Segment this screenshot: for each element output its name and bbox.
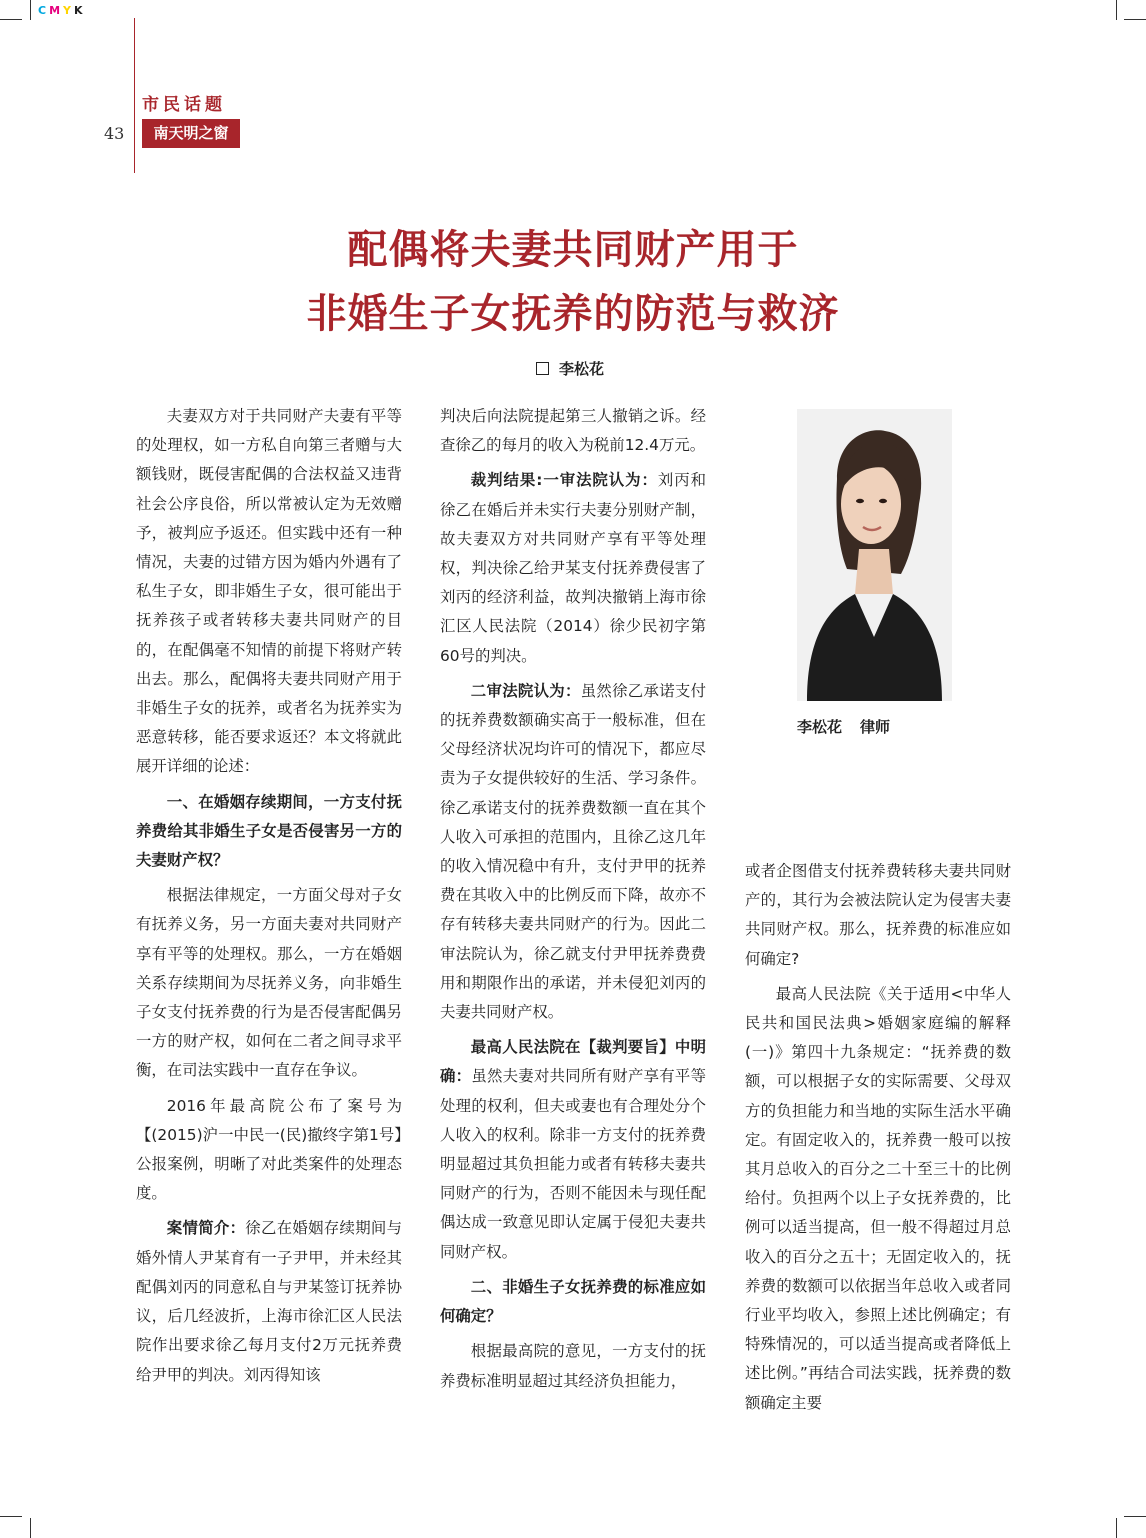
paragraph: 根据法律规定，一方面父母对子女有抚养义务，另一方面夫妻对共同财产享有平等的处理权。那么，一方在婚姻关系存续期间为尽抚养义务，向非婚生子女支付抚养费的行为是否侵害配偶另一方的财产权，如何在二者之间寻求平衡，在司法实践中一直存在争议。	[136, 886, 402, 1080]
crop-mark	[30, 0, 31, 20]
cmyk-color-marks	[38, 4, 86, 17]
paragraph-text: 徐乙在婚姻存续期间与婚外情人尹某育有一子尹甲，并未经其配偶刘丙的同意私自与尹某签订抚养协议，后几经波折，上海市徐汇区人民法院作出要求徐乙每月支付2万元抚养费给尹甲的判决。刘丙得知该	[136, 1219, 402, 1384]
photo-caption	[797, 716, 908, 737]
column-tag: 南天明之窗	[142, 119, 240, 148]
article-title-line-1: 配偶将夫妻共同财产用于	[347, 227, 799, 273]
cmyk-c: C	[38, 4, 50, 17]
paragraph: 或者企图借支付抚养费转移夫妻共同财产的，其行为会被法院认定为侵害夫妻共同财产权。那么，抚养费的标准应如何确定?	[745, 862, 1011, 968]
paragraph-text: 虽然徐乙承诺支付的抚养费数额确实高于一般标准，但在父母经济状况均许可的情况下，都应尽责为子女提供较好的生活、学习条件。徐乙承诺支付的抚养费数额一直在其个人收入可承担的范围内，且徐乙这几年的收入情况稳中有升，支付尹甲的抚养费在其收入中的比例反而下降，故亦不存有转移夫妻共同财产的行为。因此二审法院认为，徐乙就支付尹甲抚养费费用和期限作出的承诺，并未侵犯刘丙的夫妻共同财产权。	[440, 681, 706, 1022]
page-number: 43	[104, 124, 125, 143]
paragraph: 夫妻双方对于共同财产夫妻有平等的处理权，如一方私自向第三者赠与大额钱财，既侵害配偶的合法权益又违背社会公序良俗，所以常被认定为无效赠予，被判应予返还。但实践中还有一种情况，夫妻的过错方因为婚内外遇有了私生子女，即非婚生子女，很可能出于抚养孩子或者转移夫妻共同财产的目的，在配偶毫不知情的前提下将财产转出去。那么，配偶将夫妻共同财产用于非婚生子女的抚养，或者名为抚养实为恶意转移，能否要求返还？本文将就此展开详细的论述：	[136, 407, 402, 776]
crop-mark	[0, 19, 22, 20]
paragraph: 2016年最高院公布了案号为【(2015)沪一中民一(民)撤终字第1号】公报案例，明晰了对此类案件的处理态度。	[136, 1096, 402, 1203]
section-heading-2: 二、非婚生子女抚养费的标准应如何确定？	[440, 1277, 706, 1326]
section-title: 市民话题	[142, 95, 226, 115]
caption-role: 律师	[860, 718, 891, 736]
author-name: 李松花	[559, 360, 605, 378]
cmyk-m: M	[49, 4, 64, 17]
byline	[536, 358, 604, 379]
crop-mark	[30, 1518, 31, 1538]
paragraph: 判决后向法院提起第三人撤销之诉。经查徐乙的每月的收入为税前12.4万元。	[440, 407, 706, 455]
crop-mark	[1124, 1516, 1146, 1517]
paragraph	[440, 1033, 706, 1267]
text-column-1	[136, 402, 402, 1396]
paragraph	[440, 677, 706, 1027]
lead-label: 二审法院认为：	[470, 681, 581, 700]
crop-mark	[1116, 0, 1117, 20]
portrait-illustration	[797, 409, 952, 701]
paragraph-text: 虽然夫妻对共同所有财产享有平等处理的权利，但夫或妻也有合理处分个人收入的权利。除非一方支付的抚养费明显超过其负担能力或者有转移夫妻共同财产的行为，否则不能因未与现任配偶达成一致意见即认定属于侵犯夫妻共同财产权。	[440, 1067, 706, 1261]
crop-mark	[1116, 1518, 1117, 1538]
section-heading-1: 一、在婚姻存续期间，一方支付抚养费给其非婚生子女是否侵害另一方的夫妻财产权？	[136, 792, 402, 870]
square-bullet-icon	[536, 362, 549, 375]
caption-name: 李松花	[797, 718, 843, 736]
article-title-line-2: 非婚生子女抚养的防范与救济	[306, 291, 840, 337]
paragraph	[136, 1214, 402, 1389]
lead-label: 裁判结果:一审法院认为：	[470, 471, 658, 490]
header-rule	[134, 18, 135, 173]
paragraph	[440, 466, 706, 670]
paragraph: 最高人民法院《关于适用<中华人民共和国民法典>婚姻家庭编的解释(一)》第四十九条规定：“抚养费的数额，可以根据子女的实际需要、父母双方的负担能力和当地的实际生活水平确定。有固定收入的，抚养费一般可以按其月总收入的百分之二十至三十的比例给付。负担两个以上子女抚养费的，比例可以适当提高，但一般不得超过月总收入的百分之五十；无固定收入的，抚养费的数额可以依据当年总收入或者同行业平均收入，参照上述比例确定；有特殊情况的，可以适当提高或者降低上述比例。”再结合司法实践，抚养费的数额确定主要	[745, 984, 1011, 1412]
paragraph-text: 刘丙和徐乙在婚后并未实行夫妻分别财产制，故夫妻双方对共同财产享有平等处理权，判决徐乙给尹某支付抚养费侵害了刘丙的经济利益，故判决撤销上海市徐汇区人民法院（2014）徐少民初字第60号的判决。	[440, 471, 706, 665]
text-column-2	[440, 402, 706, 1402]
lead-label: 最高人民法院在【裁判要旨】中明确：	[440, 1038, 706, 1086]
cmyk-k: K	[74, 4, 86, 17]
lead-label: 案情简介：	[166, 1219, 246, 1238]
text-column-3	[745, 857, 1011, 1424]
cmyk-y: Y	[63, 4, 74, 17]
crop-mark	[0, 1516, 22, 1517]
crop-mark	[1124, 19, 1146, 20]
author-photo	[797, 409, 952, 701]
paragraph: 根据最高院的意见，一方支付的抚养费标准明显超过其经济负担能力，	[440, 1342, 706, 1390]
